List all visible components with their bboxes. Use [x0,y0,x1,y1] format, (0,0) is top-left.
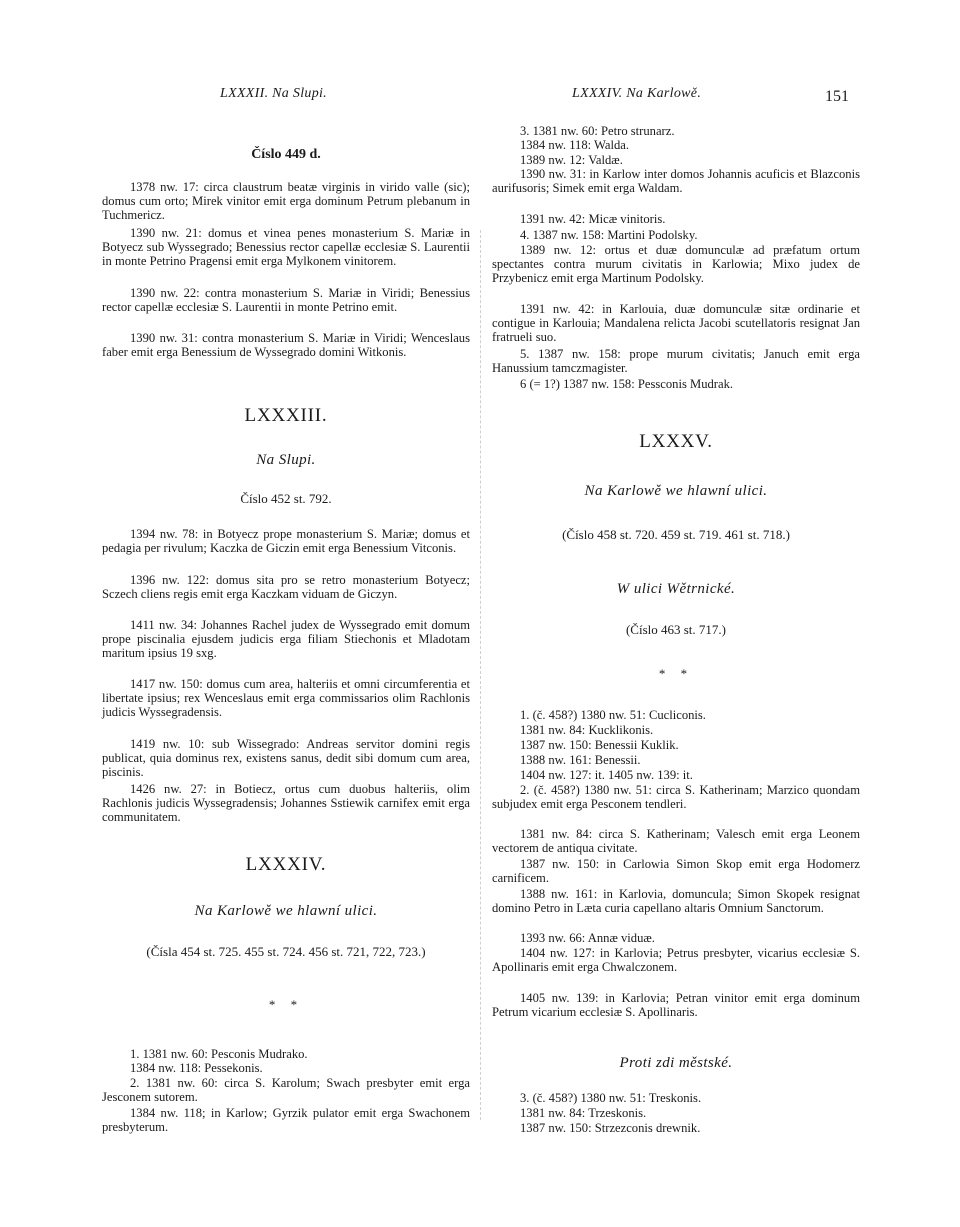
cislo-heading-458: (Číslo 458 st. 720. 459 st. 719. 461 st. 718.) [562,527,790,542]
entry: 1390 nw. 22: contra monasterium S. Mariæ in Viridi; Benessius rector capellæ ecclesiæ S. Laurentii in monte Petrino emit. [102,286,470,314]
entry: 1389 nw. 12: Valdæ. [520,153,623,167]
entry: 1394 nw. 78: in Botyecz prope monasterium S. Mariæ; domus et pedagia per rivulum; Kaczka de Giczin emit erga Benessium Vitconis. [102,527,470,555]
entry: 1381 nw. 84: Trzeskonis. [520,1106,647,1120]
page-number: 151 [825,88,849,105]
entry: 1389 nw. 12: ortus et duæ domunculæ ad præfatum ortum spectantes contra murum civitatis in Karlowia; Mixo judex de Przybenicz emit erga Martinum Podolsky. [492,243,860,285]
entry: 1411 nw. 34: Johannes Rachel judex de Wyssegrado emit domum prope piscinalia ejusdem judicis erga filiam Stiechonis et Mladotam maritum ipsius 19 sxg. [102,618,470,660]
entry: 1. 1381 nw. 60: Pesconis Mudrako. [130,1047,308,1061]
street-heading-84: Na Karlowě we hlawní ulici. [194,903,378,919]
entry: 1417 nw. 150: domus cum area, halteriis et omni circumferentia et libertate ipsius; rex Wenceslaus emit erga commissarios olim Rachlonis judicis Wyssegradensis. [102,677,470,719]
entry: 2. 1381 nw. 60: circa S. Karolum; Swach presbyter emit erga Jesconem sutorem. [102,1076,470,1104]
entry: 1405 nw. 139: in Karlovia; Petran vinitor emit erga dominum Petrum vicarium ecclesiæ S. Apollinaris. [492,991,860,1019]
entry: 1390 nw. 31: contra monasterium S. Mariæ in Viridi; Wenceslaus faber emit erga Benessium de Wyssegrado domini Witkonis. [102,331,470,359]
entry: 2. (č. 458?) 1380 nw. 51: circa S. Katherinam; Marzico quondam subjudex emit erga Pesconem tendleri. [492,783,860,811]
column-divider [480,230,481,1120]
entry: 3. 1381 nw. 60: Petro strunarz. [520,124,675,138]
entry: 1387 nw. 150: in Carlowia Simon Skop emit erga Hodomerz carnificem. [492,857,860,885]
entry: 1419 nw. 10: sub Wissegrado: Andreas servitor domini regis publicat, quia dominus rex, existens sanus, dedit sibi domum cum area, piscinis. [102,737,470,779]
entry: 1391 nw. 42: Micæ vinitoris. [520,212,666,226]
cislo-heading-454: (Čísla 454 st. 725. 455 st. 724. 456 st. 721, 722, 723.) [146,944,426,959]
entry: 4. 1387 nw. 158: Martini Podolsky. [520,228,698,242]
street-heading-83: Na Slupi. [256,452,316,468]
section-numeral-85: LXXXV. [639,431,713,452]
entry: 1390 nw. 31: in Karlow inter domos Johannis acuficis et Blazconis aurifusoris; Simek emit erga Waldam. [492,167,860,195]
entry: 1. (č. 458?) 1380 nw. 51: Cucliconis. [520,708,706,722]
street-heading-85: Na Karlowě we hlawní ulici. [584,483,768,499]
entry: 1384 nw. 118: Walda. [520,138,630,152]
entry: 1381 nw. 84: Kucklikonis. [520,723,654,737]
entry: 5. 1387 nw. 158: prope murum civitatis; Januch emit erga Hanussium tamczmagister. [492,347,860,375]
entry: 6 (= 1?) 1387 nw. 158: Pessconis Mudrak. [520,377,734,391]
entry: 1404 nw. 127: in Karlovia; Petrus presbyter, vicarius ecclesiæ S. Apollinaris emit erga Chwalczonem. [492,946,860,974]
section-numeral-83: LXXXIII. [244,405,328,426]
running-head-left: LXXXII. Na Slupi. [220,86,327,101]
running-head-right: LXXXIV. Na Karlowě. [572,86,702,101]
entry: 1388 nw. 161: Benessii. [520,753,641,767]
cislo-heading-449: Číslo 449 d. [251,147,321,162]
entry: 1390 nw. 21: domus et vinea penes monasterium S. Mariæ in Botyecz sub Wyssegrado; Benessius rector capellæ ecclesiæ S. Laurentii in monte Petrino Pragensi emit erga Mylkonem vinitorem. [102,226,470,268]
entry: 1393 nw. 66: Annæ viduæ. [520,931,655,945]
entry: 1404 nw. 127: it. 1405 nw. 139: it. [520,768,693,782]
entry: 1378 nw. 17: circa claustrum beatæ virginis in virido valle (sic); domus cum orto; Mirek vinitor emit erga dominum Petrum plebanum in Tuchmericz. [102,180,470,222]
section-numeral-84: LXXXIV. [245,854,327,875]
entry: 1381 nw. 84: circa S. Katherinam; Valesch emit erga Leonem vectorem de antiqua civitate. [492,827,860,855]
entry: 1384 nw. 118: Pessekonis. [130,1061,263,1075]
entry: 1391 nw. 42: in Karlouia, duæ domunculæ sitæ ordinarie et contigue in Karlouia; Mandalena relicta Jacobi scutellatoris resignat Jan fratrueli suo. [492,302,860,344]
entry: 1426 nw. 27: in Botiecz, ortus cum duobus halteriis, olim Rachlonis judicis Wyssegradensis; Johannes Sstiewik carnifex emit erga communitatem. [102,782,470,824]
entry: 1388 nw. 161: in Karlovia, domuncula; Simon Skopek resignat domino Petro in Læta curia capellano altaris Omnium Sanctorum. [492,887,860,915]
entry: 3. (č. 458?) 1380 nw. 51: Treskonis. [520,1091,702,1105]
cislo-heading-452: Číslo 452 st. 792. [240,491,332,506]
entry: 1396 nw. 122: domus sita pro se retro monasterium Botyecz; Sczech cliens regis emit erga Kaczkam viduam de Giczyn. [102,573,470,601]
street-heading-proti: Proti zdi městské. [619,1055,733,1071]
cislo-heading-463: (Číslo 463 st. 717.) [625,622,727,637]
street-heading-wetrnicke: W ulici Wětrnické. [616,581,736,597]
entry: 1384 nw. 118; in Karlow; Gyrzik pulator emit erga Swachonem presbyterum. [102,1106,470,1134]
section-stars: * * [658,666,694,681]
entry: 1387 nw. 150: Strzezconis drewnik. [520,1121,701,1135]
section-stars: * * [268,997,304,1012]
entry: 1387 nw. 150: Benessii Kuklik. [520,738,679,752]
